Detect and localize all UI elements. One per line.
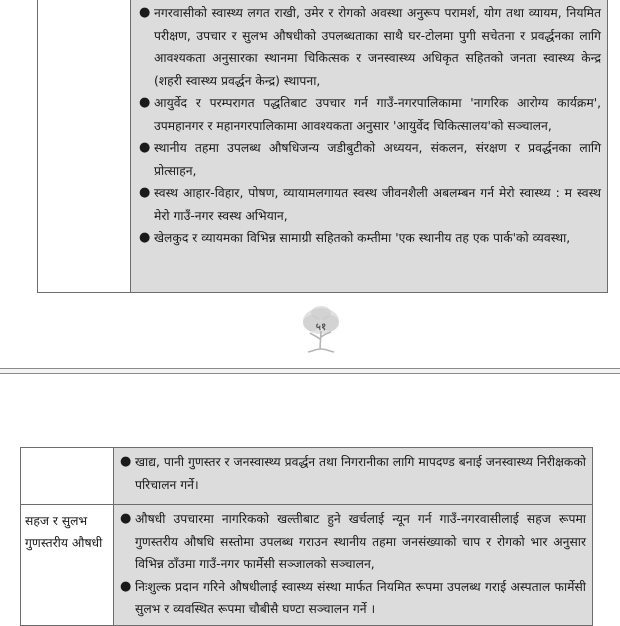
list-item: ● निःशुल्क प्रदान गरिने औषधीलाई स्वास्थ्य संस्था मार्फत नियमित रूपमा उपलब्ध गराई अस्पताल फार्मेसी सुलभ र व्यवस्थित रूपमा चौबीसै घण्टा सञ्चालन गर्ने ।	[118, 576, 586, 621]
list-item: ● स्वस्थ आहार-विहार, पोषण, व्यायामलगायत स्वस्थ जीवनशैली अबलम्बन गर्न मेरो स्वास्थ्य : म स्वस्थ मेरो गाउँ-नगर स्वस्थ अभियान,	[137, 182, 601, 227]
bullet-dot-icon: ●	[120, 511, 132, 526]
row-label-quality-medicine: सहज र सुलभ गुणस्तरीय औषधी	[21, 505, 114, 625]
table-label-cell	[38, 0, 131, 292]
page-divider	[0, 368, 620, 374]
table-content-cell	[131, 0, 607, 292]
bullet-dot-icon: ●	[139, 185, 151, 200]
bullet-list	[118, 508, 586, 621]
bullet-dot-icon: ●	[139, 5, 151, 20]
list-item: ● खेलकुद र व्यायमका विभिन्न सामाग्री सहितको कम्तीमा 'एक स्थानीय तह एक पार्क'को व्यवस्था,	[137, 227, 601, 250]
list-item: ● औषधी उपचारमा नागरिकको खल्तीबाट हुने खर्चलाई न्यून गर्न गाउँ-नगरवासीलाई सहज रूपमा गुणस्तरीय औषधि सस्तोमा उपलब्ध गराउन स्थानीय तहमा जनसंख्याको चाप र रोगको भार अनुसार विभिन्न ठाँउमा गाउँ-नगर फार्मेसी सञ्जालको सञ्चालन,	[118, 508, 586, 576]
bullet-list	[137, 2, 601, 250]
table-row	[21, 448, 592, 504]
policy-table-continued	[37, 0, 608, 293]
row-label	[21, 448, 114, 504]
bullet-dot-icon: ●	[120, 454, 132, 469]
row-content	[114, 448, 592, 504]
list-item: ● आयुर्वेद र परम्परागत पद्धतिबाट उपचार गर्न गाउँ-नगरपालिकामा 'नागरिक आरोग्य कार्यक्रम', उपमहानगर र महानगरपालिकामा आवश्यकता अनुसार 'आयुर्वेद चिकित्सालय'को सञ्चालन,	[137, 92, 601, 137]
bullet-dot-icon: ●	[139, 95, 151, 110]
list-item: ● नगरवासीको स्वास्थ्य लगत राखी, उमेर र रोगको अवस्था अनुरूप परामर्श, योग तथा व्यायम, नियमित परीक्षण, उपचार र सुलभ औषधीको उपलब्धताका साथै घर-टोलमा पुगी सचेतना र प्रवर्द्धनका लागि आवश्यकता अनुसारका स्थानमा चिकित्सक र जनस्वास्थ्य अधिकृत सहितको जनता स्वास्थ्य केन्द्र (शहरी स्वास्थ्य प्रवर्द्धन केन्द्र) स्थापना,	[137, 2, 601, 92]
list-item: ● स्थानीय तहमा उपलब्ध औषधिजन्य जडीबुटीको अध्ययन, संकलन, संरक्षण र प्रवर्द्धनका लागि प्रोत्साहन,	[137, 137, 601, 182]
bullet-list	[118, 451, 586, 496]
bullet-dot-icon: ●	[139, 140, 151, 155]
page-footer	[296, 305, 346, 355]
bullet-dot-icon: ●	[120, 578, 132, 594]
bullet-dot-icon: ●	[139, 230, 151, 245]
row-content	[114, 505, 592, 625]
table-row	[21, 504, 592, 625]
policy-table	[20, 447, 593, 626]
list-item: ● खाद्य, पानी गुणस्तर र जनस्वास्थ्य प्रवर्द्धन तथा निगरानीका लागि मापदण्ड बनाई जनस्वास्थ्य निरीक्षकको परिचालन गर्ने।	[118, 451, 586, 496]
page-number: ५१	[315, 322, 327, 333]
